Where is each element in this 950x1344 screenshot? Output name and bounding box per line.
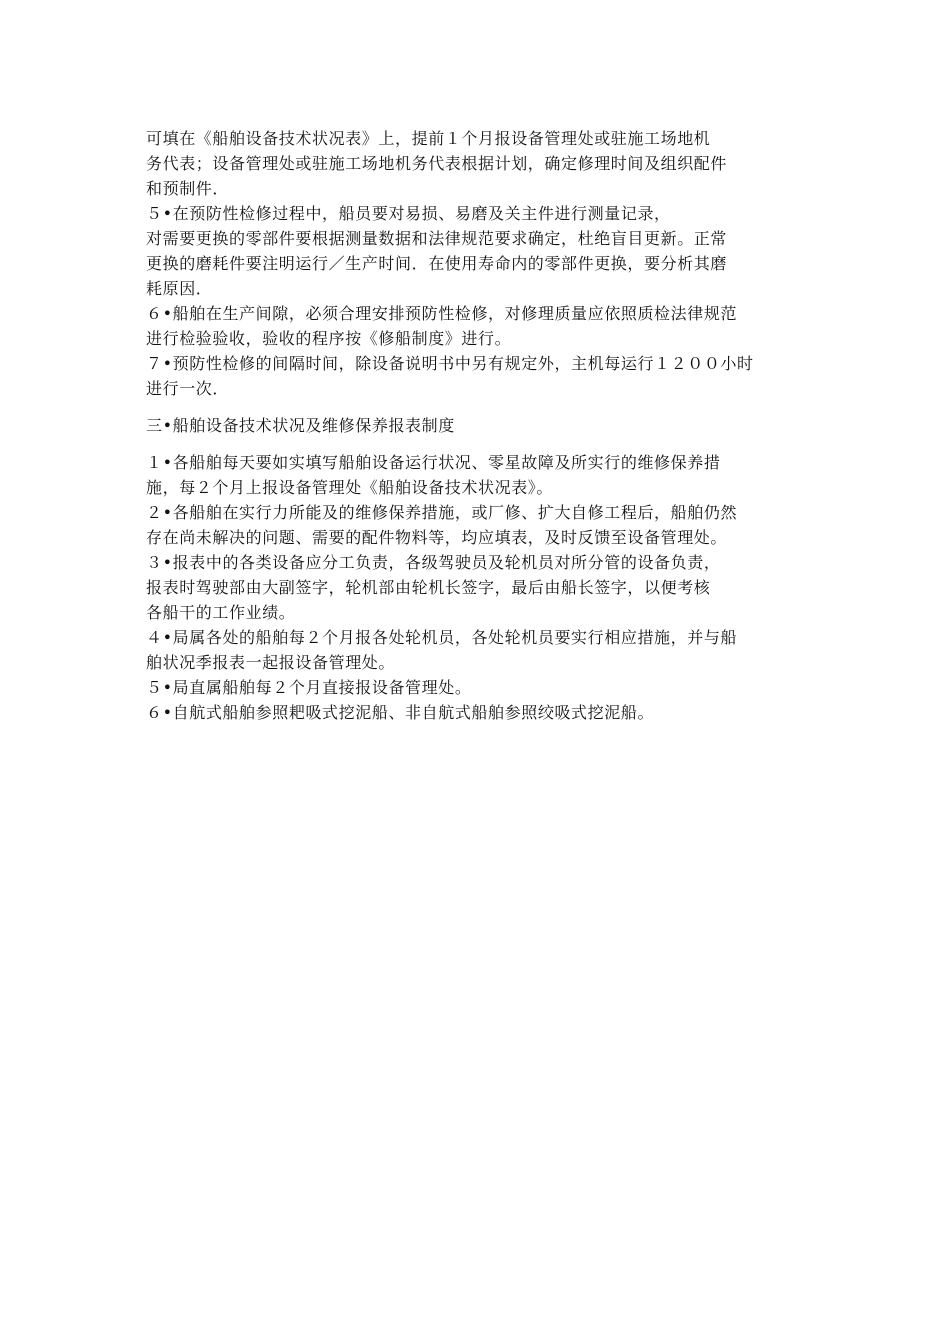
text-line: ６•自航式船舶参照耙吸式挖泥船、非自航式船舶参照绞吸式挖泥船。 bbox=[146, 703, 655, 722]
text-line: 可填在《船舶设备技术状况表》上，提前１个月报设备管理处或驻施工场地机 bbox=[146, 129, 711, 148]
text-line: ３•报表中的各类设备应分工负责，各级驾驶员及轮机员对所分管的设备负责， bbox=[146, 553, 721, 572]
text-line: 进行检验验收，验收的程序按《修船制度》进行。 bbox=[146, 329, 512, 348]
text-line: ２•各船舶在实行力所能及的维修保养措施，或厂修、扩大自修工程后，船舶仍然 bbox=[146, 503, 738, 522]
section3-body bbox=[146, 450, 810, 725]
text-line: １•各船舶每天要如实填写船舶设备运行状况、零星故障及所实行的维修保养措 bbox=[146, 453, 721, 472]
text-line: ７•预防性检修的间隔时间，除设备说明书中另有规定外，主机每运行１２００小时 bbox=[146, 354, 754, 373]
text-line: ５•在预防性检修过程中，船员要对易损、易磨及关主件进行测量记录， bbox=[146, 204, 671, 223]
section2-continuation bbox=[146, 126, 810, 401]
text-line: 对需要更换的零部件要根据测量数据和法律规范要求确定，杜绝盲目更新。正常 bbox=[146, 229, 728, 248]
text-line: 报表时驾驶部由大副签字，轮机部由轮机长签字，最后由船长签字，以便考核 bbox=[146, 578, 711, 597]
document-page bbox=[146, 126, 810, 725]
text-line: ４•局属各处的船舶每２个月报各处轮机员，各处轮机员要实行相应措施，并与船 bbox=[146, 628, 738, 647]
text-line: 耗原因． bbox=[146, 279, 213, 298]
text-line: 舶状况季报表一起报设备管理处。 bbox=[146, 653, 396, 672]
text-line: 施，每２个月上报设备管理处《船舶设备技术状况表》。 bbox=[146, 478, 554, 497]
text-line: 存在尚未解决的问题、需要的配件物料等，均应填表，及时反馈至设备管理处。 bbox=[146, 528, 728, 547]
section3-heading: 三•船舶设备技术状况及维修保养报表制度 bbox=[146, 416, 455, 435]
text-line: 和预制件． bbox=[146, 179, 230, 198]
text-line: 务代表；设备管理处或驻施工场地机务代表根据计划，确定修理时间及组织配件 bbox=[146, 154, 728, 173]
text-line: ６•船舶在生产间隙，必须合理安排预防性检修，对修理质量应依照质检法律规范 bbox=[146, 304, 738, 323]
text-line: ５•局直属船舶每２个月直接报设备管理处。 bbox=[146, 678, 472, 697]
text-line: 更换的磨耗件要注明运行／生产时间．在使用寿命内的零部件更换，要分析其磨 bbox=[146, 254, 728, 273]
text-line: 进行一次． bbox=[146, 379, 230, 398]
text-line: 各船干的工作业绩。 bbox=[146, 603, 296, 622]
